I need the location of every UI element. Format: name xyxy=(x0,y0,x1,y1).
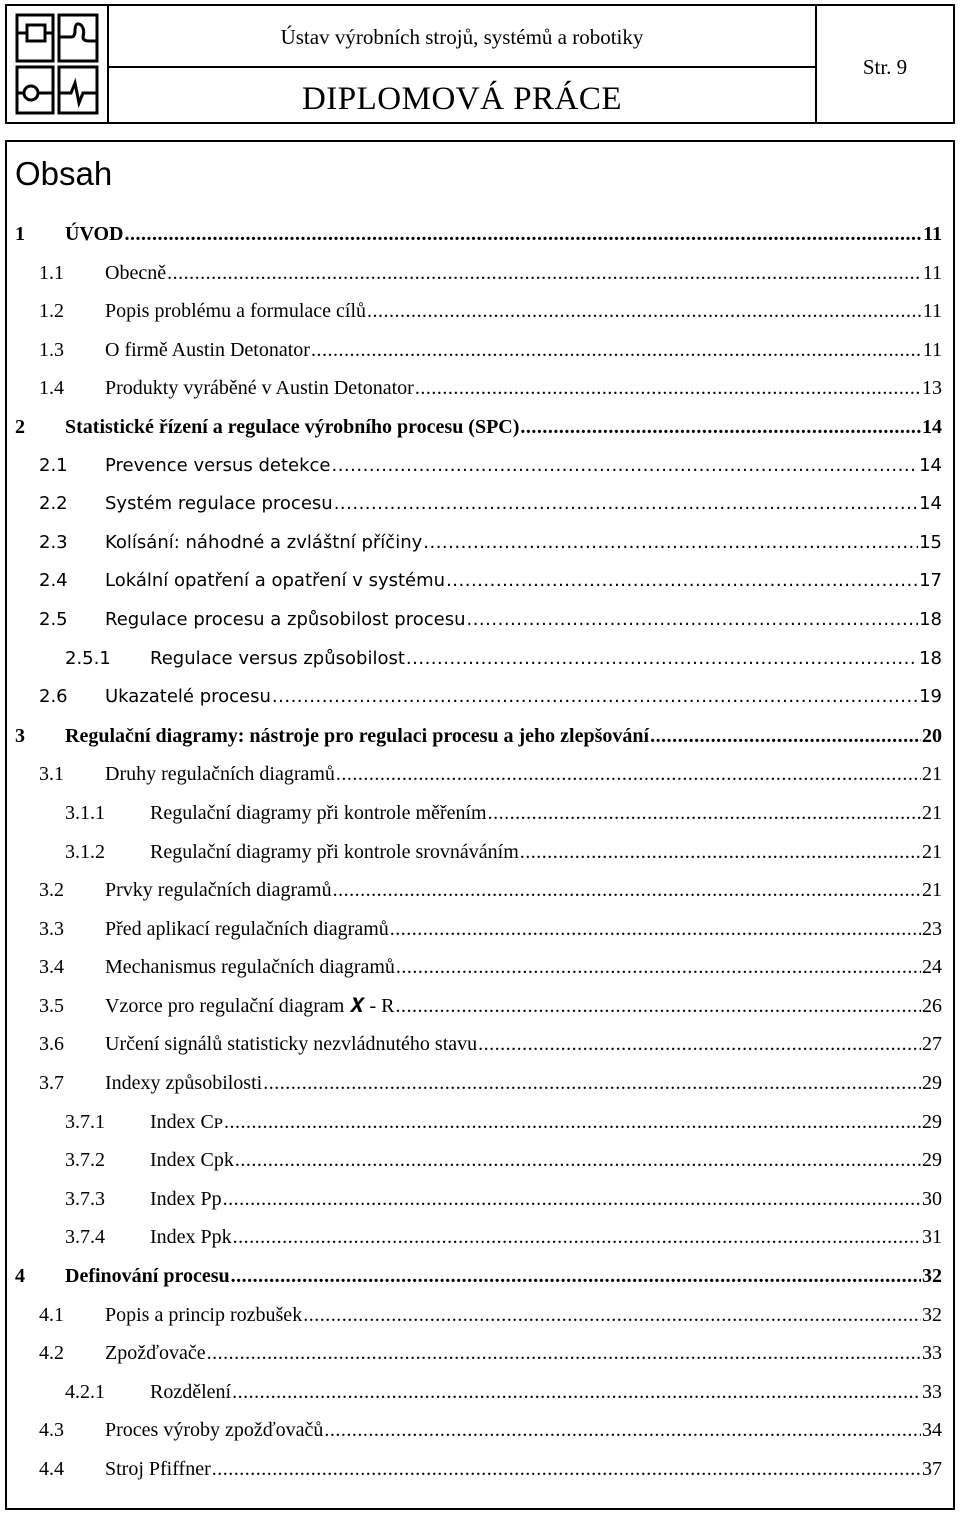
toc-entry[interactable] xyxy=(0,410,960,449)
toc-leader-dots xyxy=(125,223,923,246)
toc-leader-dots xyxy=(272,686,918,707)
toc-entry-page: 29 xyxy=(922,1149,942,1172)
toc-entry-number: 3.6 xyxy=(39,1033,64,1056)
toc-entry-page: 19 xyxy=(919,686,942,708)
toc-leader-dots xyxy=(311,339,922,362)
toc-leader-dots xyxy=(212,1458,921,1481)
toc-leader-dots xyxy=(324,1419,921,1442)
toc-leader-dots xyxy=(395,995,921,1018)
toc-leader-dots xyxy=(390,918,921,941)
toc-leader-dots xyxy=(466,609,918,630)
toc-entry-label: Index Cᴘ xyxy=(150,1110,223,1133)
toc-entry-label: Regulační diagramy: nástroje pro regulaci procesu a jeho zlepšování xyxy=(65,724,650,747)
page-number: Str. 9 xyxy=(862,55,908,79)
toc-entry-label: Před aplikací regulačních diagramů xyxy=(105,917,389,940)
toc-entry-number: 3.3 xyxy=(39,917,64,940)
toc-entry-page: 21 xyxy=(922,840,942,863)
toc-leader-dots xyxy=(406,648,918,669)
toc-entry-number: 2.6 xyxy=(39,686,68,708)
toc-leader-dots xyxy=(333,879,921,902)
toc-entry-label: Popis a princip rozbušek xyxy=(105,1303,303,1326)
toc-entry-label: Druhy regulačních diagramů xyxy=(105,763,335,786)
toc-entry-number: 3.4 xyxy=(39,956,64,979)
toc-entry-number: 2.5 xyxy=(39,608,68,630)
toc-entry-number: 3.7.3 xyxy=(65,1187,105,1210)
toc-entry-number: 2.4 xyxy=(39,570,68,592)
toc-leader-dots xyxy=(396,956,921,979)
toc-entry[interactable] xyxy=(0,1220,960,1259)
toc-entry-page: 20 xyxy=(922,724,942,747)
toc-entry-label: Rozdělení xyxy=(150,1380,232,1403)
toc-entry-label: Regulační diagramy při kontrole měřením xyxy=(150,801,487,824)
toc-entry-page: 18 xyxy=(919,647,942,669)
institute-logo xyxy=(7,6,109,122)
toc-entry[interactable] xyxy=(0,1375,960,1414)
toc-entry-page: 21 xyxy=(922,879,942,902)
toc-entry-page: 29 xyxy=(922,1072,942,1095)
toc-entry-page: 21 xyxy=(922,763,942,786)
toc-entry-page: 14 xyxy=(922,415,942,438)
toc-entry-label: ÚVOD xyxy=(65,223,124,245)
toc-entry[interactable] xyxy=(0,1298,960,1337)
toc-entry-page: 11 xyxy=(922,261,942,284)
toc-entry-number: 3.2 xyxy=(39,879,64,902)
toc-entry-number: 4.2.1 xyxy=(65,1380,105,1403)
toc-entry-page: 11 xyxy=(922,338,942,361)
toc-entry[interactable] xyxy=(0,1259,960,1298)
toc-entry-number: 3.7 xyxy=(39,1072,64,1095)
toc-entry-page: 11 xyxy=(923,223,942,245)
toc-entry[interactable] xyxy=(0,680,960,719)
toc-entry-label: Index Pp xyxy=(150,1187,222,1210)
toc-entry[interactable] xyxy=(0,757,960,796)
toc-entry-label: Proces výroby zpožďovačů xyxy=(105,1419,324,1442)
toc-entry-number: 3.1.2 xyxy=(65,840,105,863)
circuit-logo-icon xyxy=(13,11,101,117)
toc-entry-label: Stroj Pfiffner xyxy=(105,1458,211,1480)
table-of-contents xyxy=(0,217,960,1491)
toc-leader-dots xyxy=(415,377,921,400)
toc-leader-dots xyxy=(336,763,921,786)
toc-entry[interactable] xyxy=(0,564,960,603)
toc-entry-number: 4.2 xyxy=(39,1342,64,1365)
toc-entry-number: 1.4 xyxy=(39,377,64,400)
toc-entry-label: Systém regulace procesu xyxy=(105,493,333,515)
toc-entry[interactable] xyxy=(0,371,960,410)
toc-entry-label: Určení signálů statisticky nezvládnutého stavu xyxy=(105,1033,478,1056)
toc-entry-page: 21 xyxy=(922,801,942,824)
toc-entry[interactable] xyxy=(0,1182,960,1221)
toc-entry-label: Ukazatelé procesu xyxy=(105,686,271,708)
toc-entry-page: 23 xyxy=(922,917,942,940)
toc-entry-label: Regulace versus způsobilost xyxy=(150,647,405,669)
toc-entry[interactable] xyxy=(0,719,960,758)
header-title-block xyxy=(109,6,817,122)
toc-leader-dots xyxy=(520,416,921,439)
document-type: DIPLOMOVÁ PRÁCE xyxy=(301,81,623,117)
toc-entry-page: 29 xyxy=(922,1110,942,1133)
toc-entry-number: 4.4 xyxy=(39,1458,64,1480)
toc-entry-label: Kolísání: náhodné a zvláštní příčiny xyxy=(105,531,423,553)
toc-leader-dots xyxy=(231,1265,921,1288)
toc-entry-number: 2 xyxy=(15,415,25,438)
toc-leader-dots xyxy=(223,1188,921,1211)
toc-entry-page: 15 xyxy=(919,531,942,553)
toc-leader-dots xyxy=(488,802,921,825)
toc-leader-dots xyxy=(235,1149,921,1172)
toc-leader-dots xyxy=(167,262,922,285)
toc-entry-number: 3.7.2 xyxy=(65,1149,105,1172)
institute-name: Ústav výrobních strojů, systémů a robotiky xyxy=(109,6,815,68)
toc-entry-number: 3 xyxy=(15,724,25,747)
toc-entry[interactable] xyxy=(0,1105,960,1144)
toc-leader-dots xyxy=(233,1226,921,1249)
toc-entry-number: 3.5 xyxy=(39,994,64,1017)
toc-leader-dots xyxy=(334,493,918,514)
toc-entry-label: Index Ppk xyxy=(150,1226,232,1249)
toc-entry-page: 33 xyxy=(922,1380,942,1403)
toc-leader-dots xyxy=(224,1111,921,1134)
toc-entry-label: Prevence versus detekce xyxy=(105,454,331,476)
toc-entry[interactable] xyxy=(0,526,960,565)
toc-entry[interactable] xyxy=(0,603,960,642)
toc-entry-number: 1 xyxy=(15,223,25,245)
toc-entry-number: 4.3 xyxy=(39,1419,64,1442)
toc-leader-dots xyxy=(232,1381,921,1404)
toc-entry-page: 32 xyxy=(922,1265,942,1288)
toc-entry[interactable] xyxy=(0,449,960,488)
toc-entry-page: 17 xyxy=(919,570,942,592)
toc-entry-page: 14 xyxy=(919,493,942,515)
toc-entry-label: Statistické řízení a regulace výrobního procesu (SPC) xyxy=(65,415,520,438)
toc-leader-dots xyxy=(446,570,918,591)
toc-leader-dots xyxy=(263,1072,921,1095)
toc-entry[interactable] xyxy=(0,1452,960,1491)
toc-entry[interactable] xyxy=(0,835,960,874)
toc-entry-label: O firmě Austin Detonator xyxy=(105,338,310,361)
toc-entry[interactable] xyxy=(0,642,960,681)
toc-leader-dots xyxy=(207,1342,921,1365)
toc-entry-page: 32 xyxy=(922,1303,942,1326)
toc-entry[interactable] xyxy=(0,1143,960,1182)
toc-entry[interactable] xyxy=(0,1413,960,1452)
toc-entry[interactable] xyxy=(0,294,960,333)
toc-entry-number: 1.2 xyxy=(39,300,64,323)
toc-entry-page: 27 xyxy=(922,1033,942,1056)
toc-entry[interactable] xyxy=(0,989,960,1028)
toc-entry-number: 3.7.4 xyxy=(65,1226,105,1249)
toc-entry-label: Obecně xyxy=(105,261,167,284)
toc-entry[interactable] xyxy=(0,950,960,989)
toc-entry[interactable] xyxy=(0,796,960,835)
toc-entry-label: Vzorce pro regulační diagram 𝑿 - R xyxy=(105,994,395,1017)
toc-entry-label: Indexy způsobilosti xyxy=(105,1072,263,1095)
toc-entry-label: Index Cpk xyxy=(150,1149,234,1172)
toc-entry[interactable] xyxy=(0,1336,960,1375)
toc-entry-number: 3.1 xyxy=(39,763,64,786)
toc-entry-number: 3.7.1 xyxy=(65,1110,105,1133)
toc-entry[interactable] xyxy=(0,487,960,526)
toc-entry-number: 4.1 xyxy=(39,1303,64,1326)
toc-entry-number: 1.1 xyxy=(39,261,64,284)
toc-entry-page: 33 xyxy=(922,1342,942,1365)
toc-entry-number: 1.3 xyxy=(39,338,64,361)
toc-entry[interactable] xyxy=(0,256,960,295)
toc-entry[interactable] xyxy=(0,333,960,372)
toc-leader-dots xyxy=(331,455,918,476)
toc-leader-dots xyxy=(650,725,921,748)
toc-entry-number: 3.1.1 xyxy=(65,801,105,824)
page-header xyxy=(5,4,955,124)
toc-entry-number: 4 xyxy=(15,1265,25,1288)
toc-entry-number: 2.5.1 xyxy=(65,647,111,669)
toc-entry-label: Regulace procesu a způsobilost procesu xyxy=(105,608,466,630)
toc-entry-label: Zpožďovače xyxy=(105,1342,206,1365)
toc-leader-dots xyxy=(367,300,922,323)
toc-entry-page: 30 xyxy=(922,1187,942,1210)
toc-entry-page: 18 xyxy=(919,608,942,630)
toc-entry[interactable] xyxy=(0,217,960,256)
toc-entry-page: 31 xyxy=(922,1226,942,1249)
toc-entry-label: Prvky regulačních diagramů xyxy=(105,879,332,902)
toc-entry[interactable] xyxy=(0,1066,960,1105)
toc-leader-dots xyxy=(478,1033,921,1056)
toc-entry-page: 14 xyxy=(919,454,942,476)
toc-entry[interactable] xyxy=(0,912,960,951)
toc-title: Obsah xyxy=(15,155,113,192)
toc-leader-dots xyxy=(520,841,921,864)
toc-entry[interactable] xyxy=(0,873,960,912)
toc-entry-number: 2.1 xyxy=(39,454,68,476)
toc-entry-number: 2.2 xyxy=(39,493,68,515)
toc-entry-label: Popis problému a formulace cílů xyxy=(105,300,367,323)
toc-entry-label: Lokální opatření a opatření v systému xyxy=(105,570,446,592)
toc-entry[interactable] xyxy=(0,1027,960,1066)
toc-leader-dots xyxy=(423,532,918,553)
toc-entry-label: Regulační diagramy při kontrole srovnáváním xyxy=(150,840,519,863)
toc-entry-label: Definování procesu xyxy=(65,1265,230,1288)
toc-entry-label: Mechanismus regulačních diagramů xyxy=(105,956,395,979)
toc-leader-dots xyxy=(303,1304,921,1327)
toc-entry-page: 11 xyxy=(922,300,942,323)
toc-entry-page: 37 xyxy=(922,1458,942,1480)
toc-entry-number: 2.3 xyxy=(39,531,68,553)
toc-entry-label: Produkty vyráběné v Austin Detonator xyxy=(105,377,414,400)
toc-entry-page: 24 xyxy=(922,956,942,979)
toc-entry-page: 34 xyxy=(922,1419,942,1442)
toc-entry-page: 26 xyxy=(922,994,942,1017)
toc-entry-page: 13 xyxy=(922,377,942,400)
